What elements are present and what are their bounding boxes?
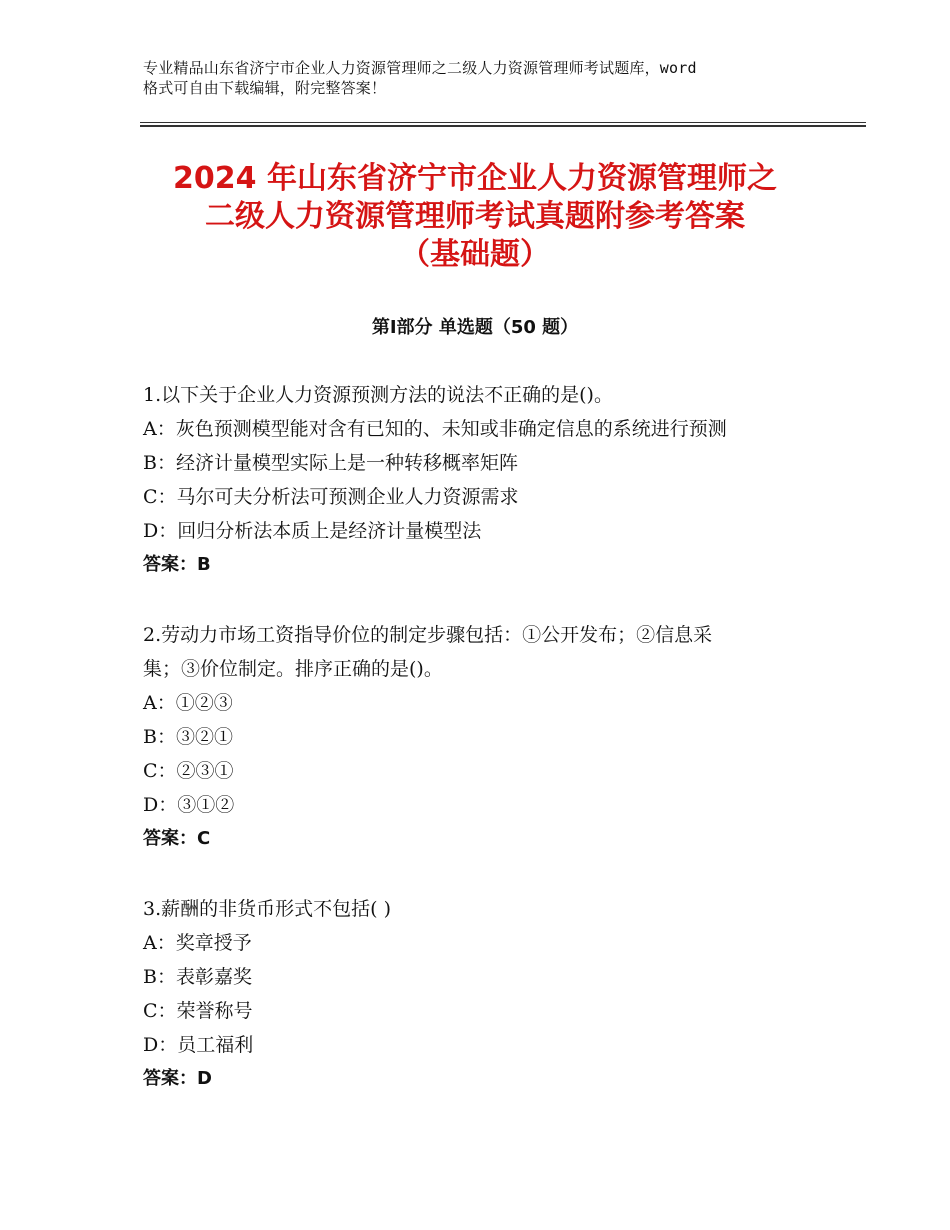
- answer-label: 答案：C: [143, 828, 211, 849]
- header-note: [143, 58, 823, 98]
- question-stem: 1.以下关于企业人力资源预测方法的说法不正确的是()。: [143, 384, 613, 406]
- header-divider-thick: [140, 125, 866, 127]
- option-d: D：回归分析法本质上是经济计量模型法: [143, 520, 482, 542]
- option-a: A：奖章授予: [143, 932, 252, 954]
- question-stem: 3.薪酬的非货币形式不包括( ): [143, 898, 391, 920]
- option-a: A：①②③: [143, 692, 233, 714]
- option-d: D：员工福利: [143, 1034, 254, 1056]
- header-note-line-1: 专业精品山东省济宁市企业人力资源管理师之二级人力资源管理师考试题库，word: [143, 59, 697, 77]
- title-line-3: （基础题）: [400, 237, 550, 272]
- document-title: [120, 160, 830, 274]
- header-divider-thin: [140, 122, 866, 123]
- answer-label: 答案：B: [143, 554, 211, 575]
- title-line-2: 二级人力资源管理师考试真题附参考答案: [205, 199, 745, 234]
- option-c: C：荣誉称号: [143, 1000, 253, 1022]
- option-d: D：③①②: [143, 794, 235, 816]
- question-stem-continued: 集；③价位制定。排序正确的是()。: [143, 658, 443, 680]
- answer-label: 答案：D: [143, 1068, 212, 1089]
- header-note-line-2: 格式可自由下载编辑，附完整答案！: [143, 79, 387, 97]
- option-b: B：表彰嘉奖: [143, 966, 252, 988]
- option-c: C：②③①: [143, 760, 234, 782]
- title-line-1: 2024 年山东省济宁市企业人力资源管理师之: [173, 161, 777, 196]
- option-a: A：灰色预测模型能对含有已知的、未知或非确定信息的系统进行预测: [143, 418, 727, 440]
- question-3: [143, 892, 823, 1096]
- section-heading: 第Ⅰ部分 单选题（50 题）: [371, 317, 579, 338]
- question-stem: 2.劳动力市场工资指导价位的制定步骤包括：①公开发布；②信息采: [143, 624, 713, 646]
- question-1: [143, 378, 823, 582]
- option-b: B：经济计量模型实际上是一种转移概率矩阵: [143, 452, 518, 474]
- question-2: [143, 618, 823, 856]
- option-b: B：③②①: [143, 726, 233, 748]
- option-c: C：马尔可夫分析法可预测企业人力资源需求: [143, 486, 519, 508]
